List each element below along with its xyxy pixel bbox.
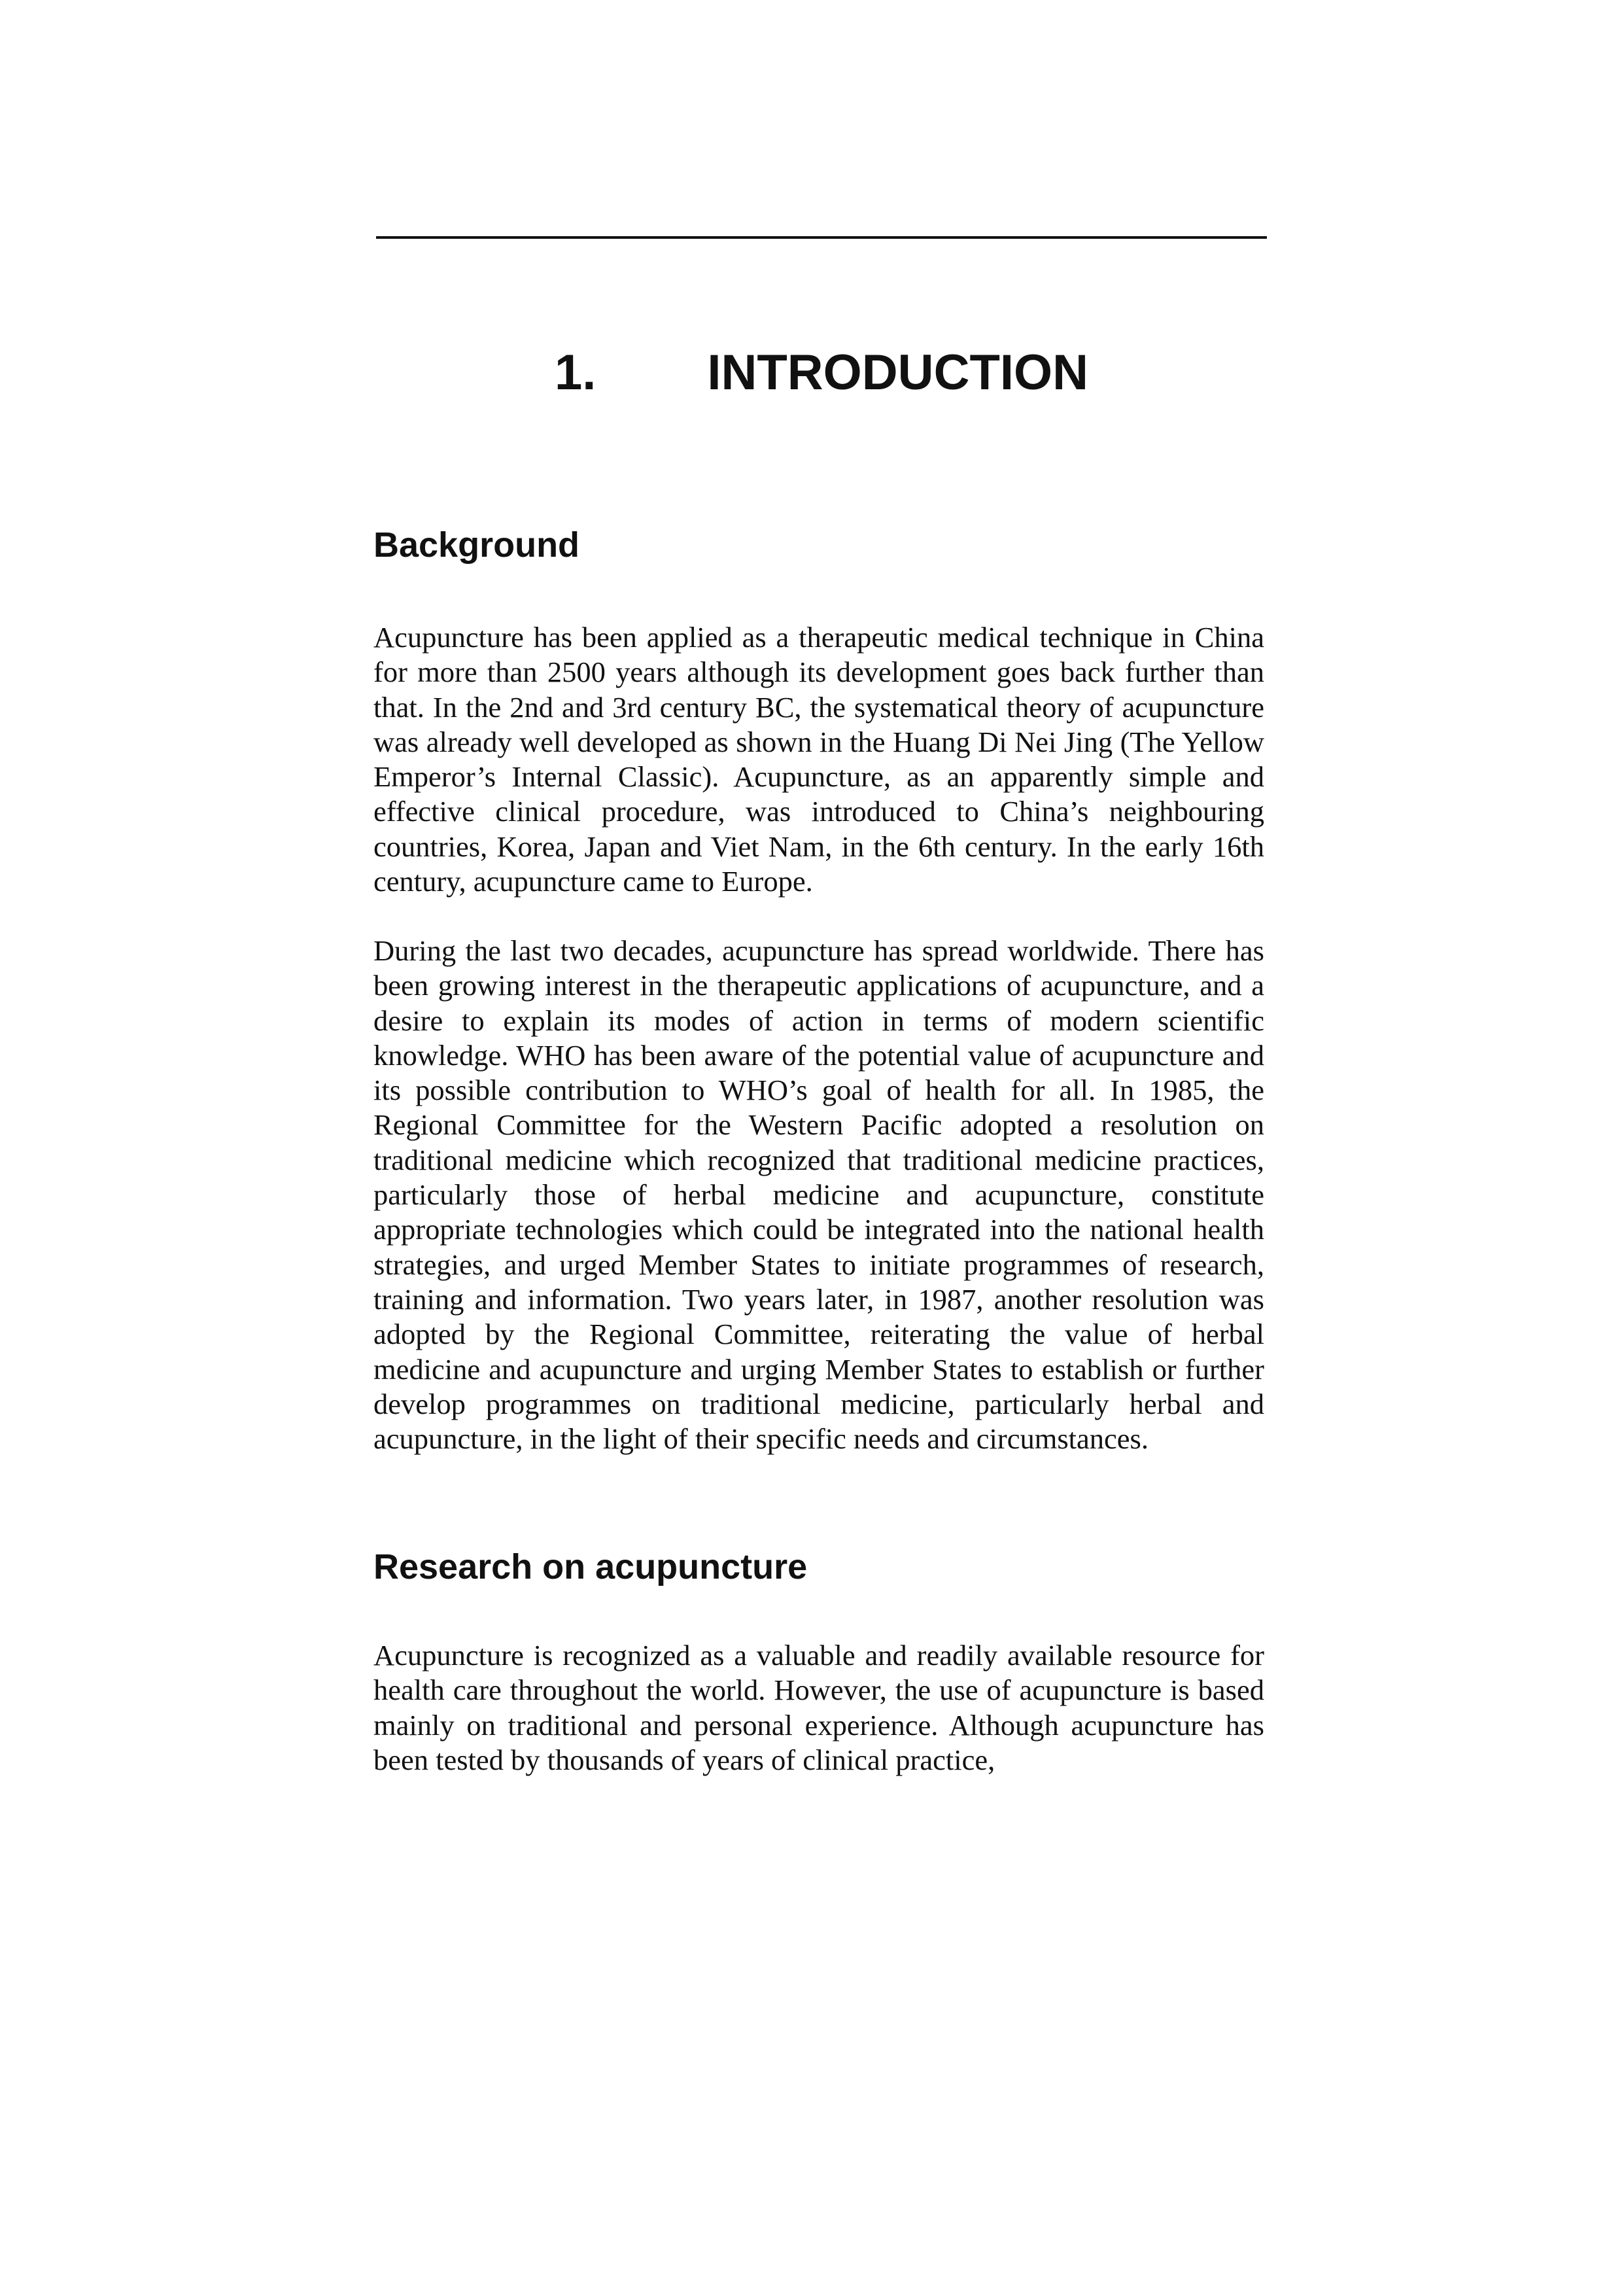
paragraph-research-1: Acupuncture is recognized as a valuable and readily available resource for health care throughout the world. However, the use of acupuncture is based mainly on traditional and personal experience. Although acupuncture has been tested by thousands of years of clinical practice, <box>373 1639 1264 1776</box>
chapter-title <box>376 337 1267 409</box>
section-heading-background: Background <box>373 525 580 565</box>
section-heading-research: Research on acupuncture <box>373 1547 808 1586</box>
top-rule <box>376 236 1267 239</box>
paragraph-background-2: During the last two decades, acupuncture has spread worldwide. There has been growing interest in the therapeutic applications of acupuncture, and a desire to explain its modes of action in terms of modern scientific knowledge. WHO has been aware of the potential value of acupuncture and its possible contribution to WHO’s goal of health for all. In 1985, the Regional Committee for the Western Pacific adopted a resolution on traditional medicine which recognized that traditional medicine practices, particularly those of herbal medicine and acupuncture, constitute appropriate technologies which could be integrated into the national health strategies, and urged Member States to initiate programmes of research, training and information. Two years later, in 1987, another resolution was adopted by the Regional Committee, reiterating the value of herbal medicine and acupuncture and urging Member States to establish or further develop programmes on traditional medicine, particularly herbal and acupuncture, in the light of their specific needs and circumstances. <box>373 934 1264 1456</box>
chapter-number: 1. <box>554 345 596 400</box>
paragraph-background-1: Acupuncture has been applied as a therapeutic medical technique in China for more than 2500 years although its development goes back further than that. In the 2nd and 3rd century BC, the systematical theory of acupuncture was already well developed as shown in the Huang Di Nei Jing (The Yellow Emperor’s Internal Classic). Acupuncture, as an apparently simple and effective clinical procedure, was introduced to China’s neighbouring countries, Korea, Japan and Viet Nam, in the 6th century. In the early 16th century, acupuncture came to Europe. <box>373 621 1264 898</box>
chapter-title-text: INTRODUCTION <box>707 345 1088 400</box>
